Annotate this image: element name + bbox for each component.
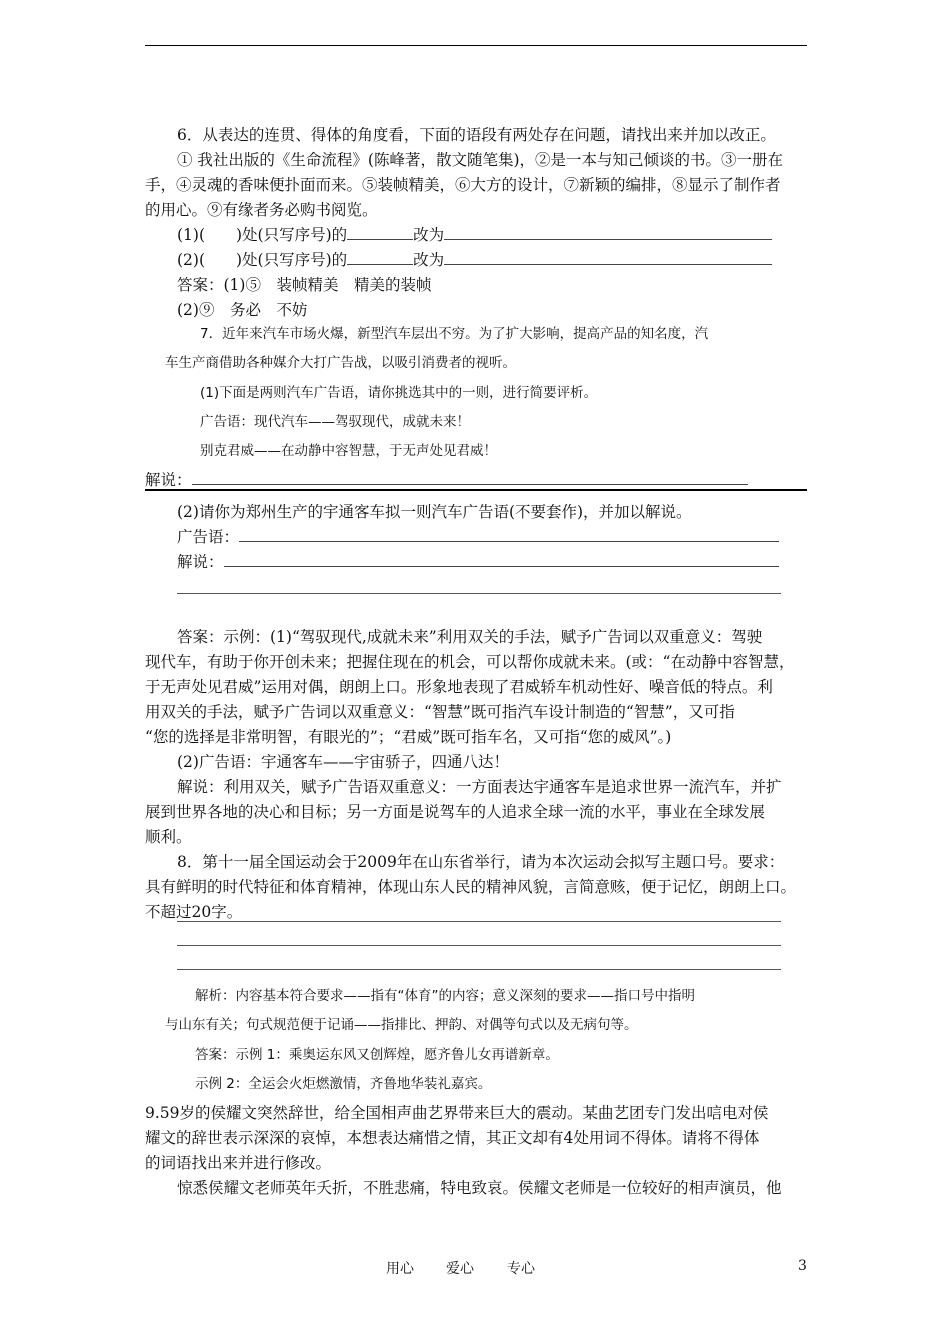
q7-sub-question-1: (1)下面是两则汽车广告语，请你挑选其中的一则，进行简要评析。 xyxy=(200,385,598,401)
q6-blank-row-1 xyxy=(177,225,772,245)
q8-answer-example-1: 答案：示例 1：乘奥运东风又创辉煌，愿齐鲁儿女再谱新章。 xyxy=(195,1047,559,1063)
q7-explain-label: 解说： xyxy=(145,471,192,489)
q7-answer-line-9: 顺利。 xyxy=(145,828,192,846)
q8-answer-line-1[interactable] xyxy=(177,921,781,922)
q7-stem-line-2: 车生产商借助各种媒介大打广告战，以吸引消费者的视听。 xyxy=(165,355,516,371)
q8-answer-line-3[interactable] xyxy=(177,969,781,970)
section-divider xyxy=(145,489,807,491)
q7-answer-line[interactable] xyxy=(177,593,781,594)
q7-answer-line-4: 用双关的手法，赋予广告词以双重意义：“智慧”既可指汽车设计制造的“智慧”，又可指 xyxy=(145,703,735,721)
q6-passage-line-1: ① 我社出版的《生命流程》(陈峰著，散文随笔集)，②是一本与知己倾谈的书。③一册在 xyxy=(177,151,784,169)
q6-passage-line-2: 手，④灵魂的香味便扑面而来。⑤装帧精美，⑥大方的设计，⑦新颖的编排，⑧显示了制作者 xyxy=(145,176,781,194)
q7-explain-blank[interactable] xyxy=(192,470,748,485)
q8-answer-example-2: 示例 2：全运会火炬燃激情，齐鲁地华装礼嘉宾。 xyxy=(195,1076,492,1092)
q6-answer-1: 答案：(1)⑤ 装帧精美 精美的装帧 xyxy=(177,276,432,294)
q6-blank-1-original[interactable] xyxy=(347,225,413,240)
q7-answer-line-6: (2)广告语：宇通客车——宇宙骄子，四通八达！ xyxy=(177,753,509,771)
header-rule xyxy=(145,45,807,46)
q7-explain-label-row xyxy=(177,552,779,572)
q6-blank-1-prefix: (1)( )处(只写序号)的 xyxy=(177,226,348,244)
q7-ad-1: 广告语：现代汽车——驾驭现代，成就未来！ xyxy=(200,414,470,430)
q8-analysis-line-2: 与山东有关；句式规范便于记诵——指排比、押韵、对偶等句式以及无病句等。 xyxy=(165,1017,638,1033)
q6-blank-row-2 xyxy=(177,250,772,270)
q7-answer-line-3: 于无声处见君威”运用对偶，朗朗上口。形象地表现了君威轿车机动性好、噪音低的特点。利 xyxy=(145,678,773,696)
q6-blank-1-correction[interactable] xyxy=(444,225,772,240)
q8-stem-line-2: 具有鲜明的时代特征和体育精神，体现山东人民的精神风貌，言简意赅，便于记忆，朗朗上口。 xyxy=(145,878,797,896)
q7-stem-line-1: 7．近年来汽车市场火爆，新型汽车层出不穷。为了扩大影响，提高产品的知名度，汽 xyxy=(200,326,709,342)
q8-analysis-line-1: 解析：内容基本符合要求——指有“体育”的内容；意义深刻的要求——指口号中指明 xyxy=(195,988,695,1004)
q6-blank-1-change: 改为 xyxy=(413,226,445,244)
q7-sub-question-2: (2)请你为郑州生产的宇通客车拟一则汽车广告语(不要套作)，并加以解说。 xyxy=(177,503,692,521)
q9-stem-line-1: 9.59岁的侯耀文突然辞世，给全国相声曲艺界带来巨大的震动。某曲艺团专门发出唁电对侯 xyxy=(145,1104,769,1122)
q7-ad-label: 广告语： xyxy=(177,528,240,546)
q9-stem-line-3: 的词语找出来并进行修改。 xyxy=(145,1154,332,1172)
q6-answer-2: (2)⑨ 务必 不妨 xyxy=(177,301,308,319)
q6-passage-line-3: 的用心。⑨有缘者务必购书阅览。 xyxy=(145,201,378,219)
q7-ad-blank[interactable] xyxy=(239,527,779,542)
q7-answer-line-8: 展到世界各地的决心和目标；另一方面是说驾车的人追求全球一流的水平，事业在全球发展 xyxy=(145,803,766,821)
q7-answer-line-7: 解说：利用双关，赋予广告语双重意义：一方面表达宇通客车是追求世界一流汽车，并扩 xyxy=(177,778,782,796)
q7-explain-blank-2[interactable] xyxy=(224,552,779,567)
q7-ad-label-row xyxy=(177,527,779,547)
q9-stem-line-2: 耀文的辞世表示深深的哀悼，本想表达痛惜之情，其正文却有4处用词不得体。请将不得体 xyxy=(145,1129,760,1147)
q6-blank-2-prefix: (2)( )处(只写序号)的 xyxy=(177,251,348,269)
footer-motto-1: 用心 xyxy=(386,1261,414,1277)
q6-blank-2-correction[interactable] xyxy=(444,250,772,265)
q6-stem: 6．从表达的连贯、得体的角度看，下面的语段有两处存在问题，请找出来并加以改正。 xyxy=(177,126,776,144)
q8-stem-line-1: 8．第十一届全国运动会于2009年在山东省举行，请为本次运动会拟写主题口号。要求： xyxy=(177,853,785,871)
q8-answer-line-2[interactable] xyxy=(177,945,781,946)
q7-answer-line-1: 答案：示例：(1)“驾驭现代,成就未来”利用双关的手法，赋予广告词以双重意义：驾驶 xyxy=(177,628,763,646)
q6-blank-2-original[interactable] xyxy=(347,250,413,265)
footer-motto-2: 爱心 xyxy=(446,1261,474,1277)
q7-answer-line-2: 现代车，有助于你开创未来；把握住现在的机会，可以帮你成就未来。(或：“在动静中容智慧， xyxy=(145,653,795,671)
q7-ad-2: 别克君威——在动静中容智慧，于无声处见君威！ xyxy=(200,443,497,459)
q9-text-line-1: 惊悉侯耀文老师英年夭折，不胜悲痛，特电致哀。侯耀文老师是一位较好的相声演员，他 xyxy=(177,1179,782,1197)
q7-answer-line-5: “您的选择是非常明智，有眼光的”；“君威”既可指车名，又可指“您的威风”。) xyxy=(145,728,672,746)
q7-explain-row xyxy=(145,470,748,490)
q6-blank-2-change: 改为 xyxy=(413,251,445,269)
footer-motto-3: 专心 xyxy=(507,1261,535,1277)
q8-stem-line-3: 不超过20字。 xyxy=(145,903,243,921)
page-number: 3 xyxy=(798,1258,807,1274)
q7-explain-label-2: 解说： xyxy=(177,553,224,571)
